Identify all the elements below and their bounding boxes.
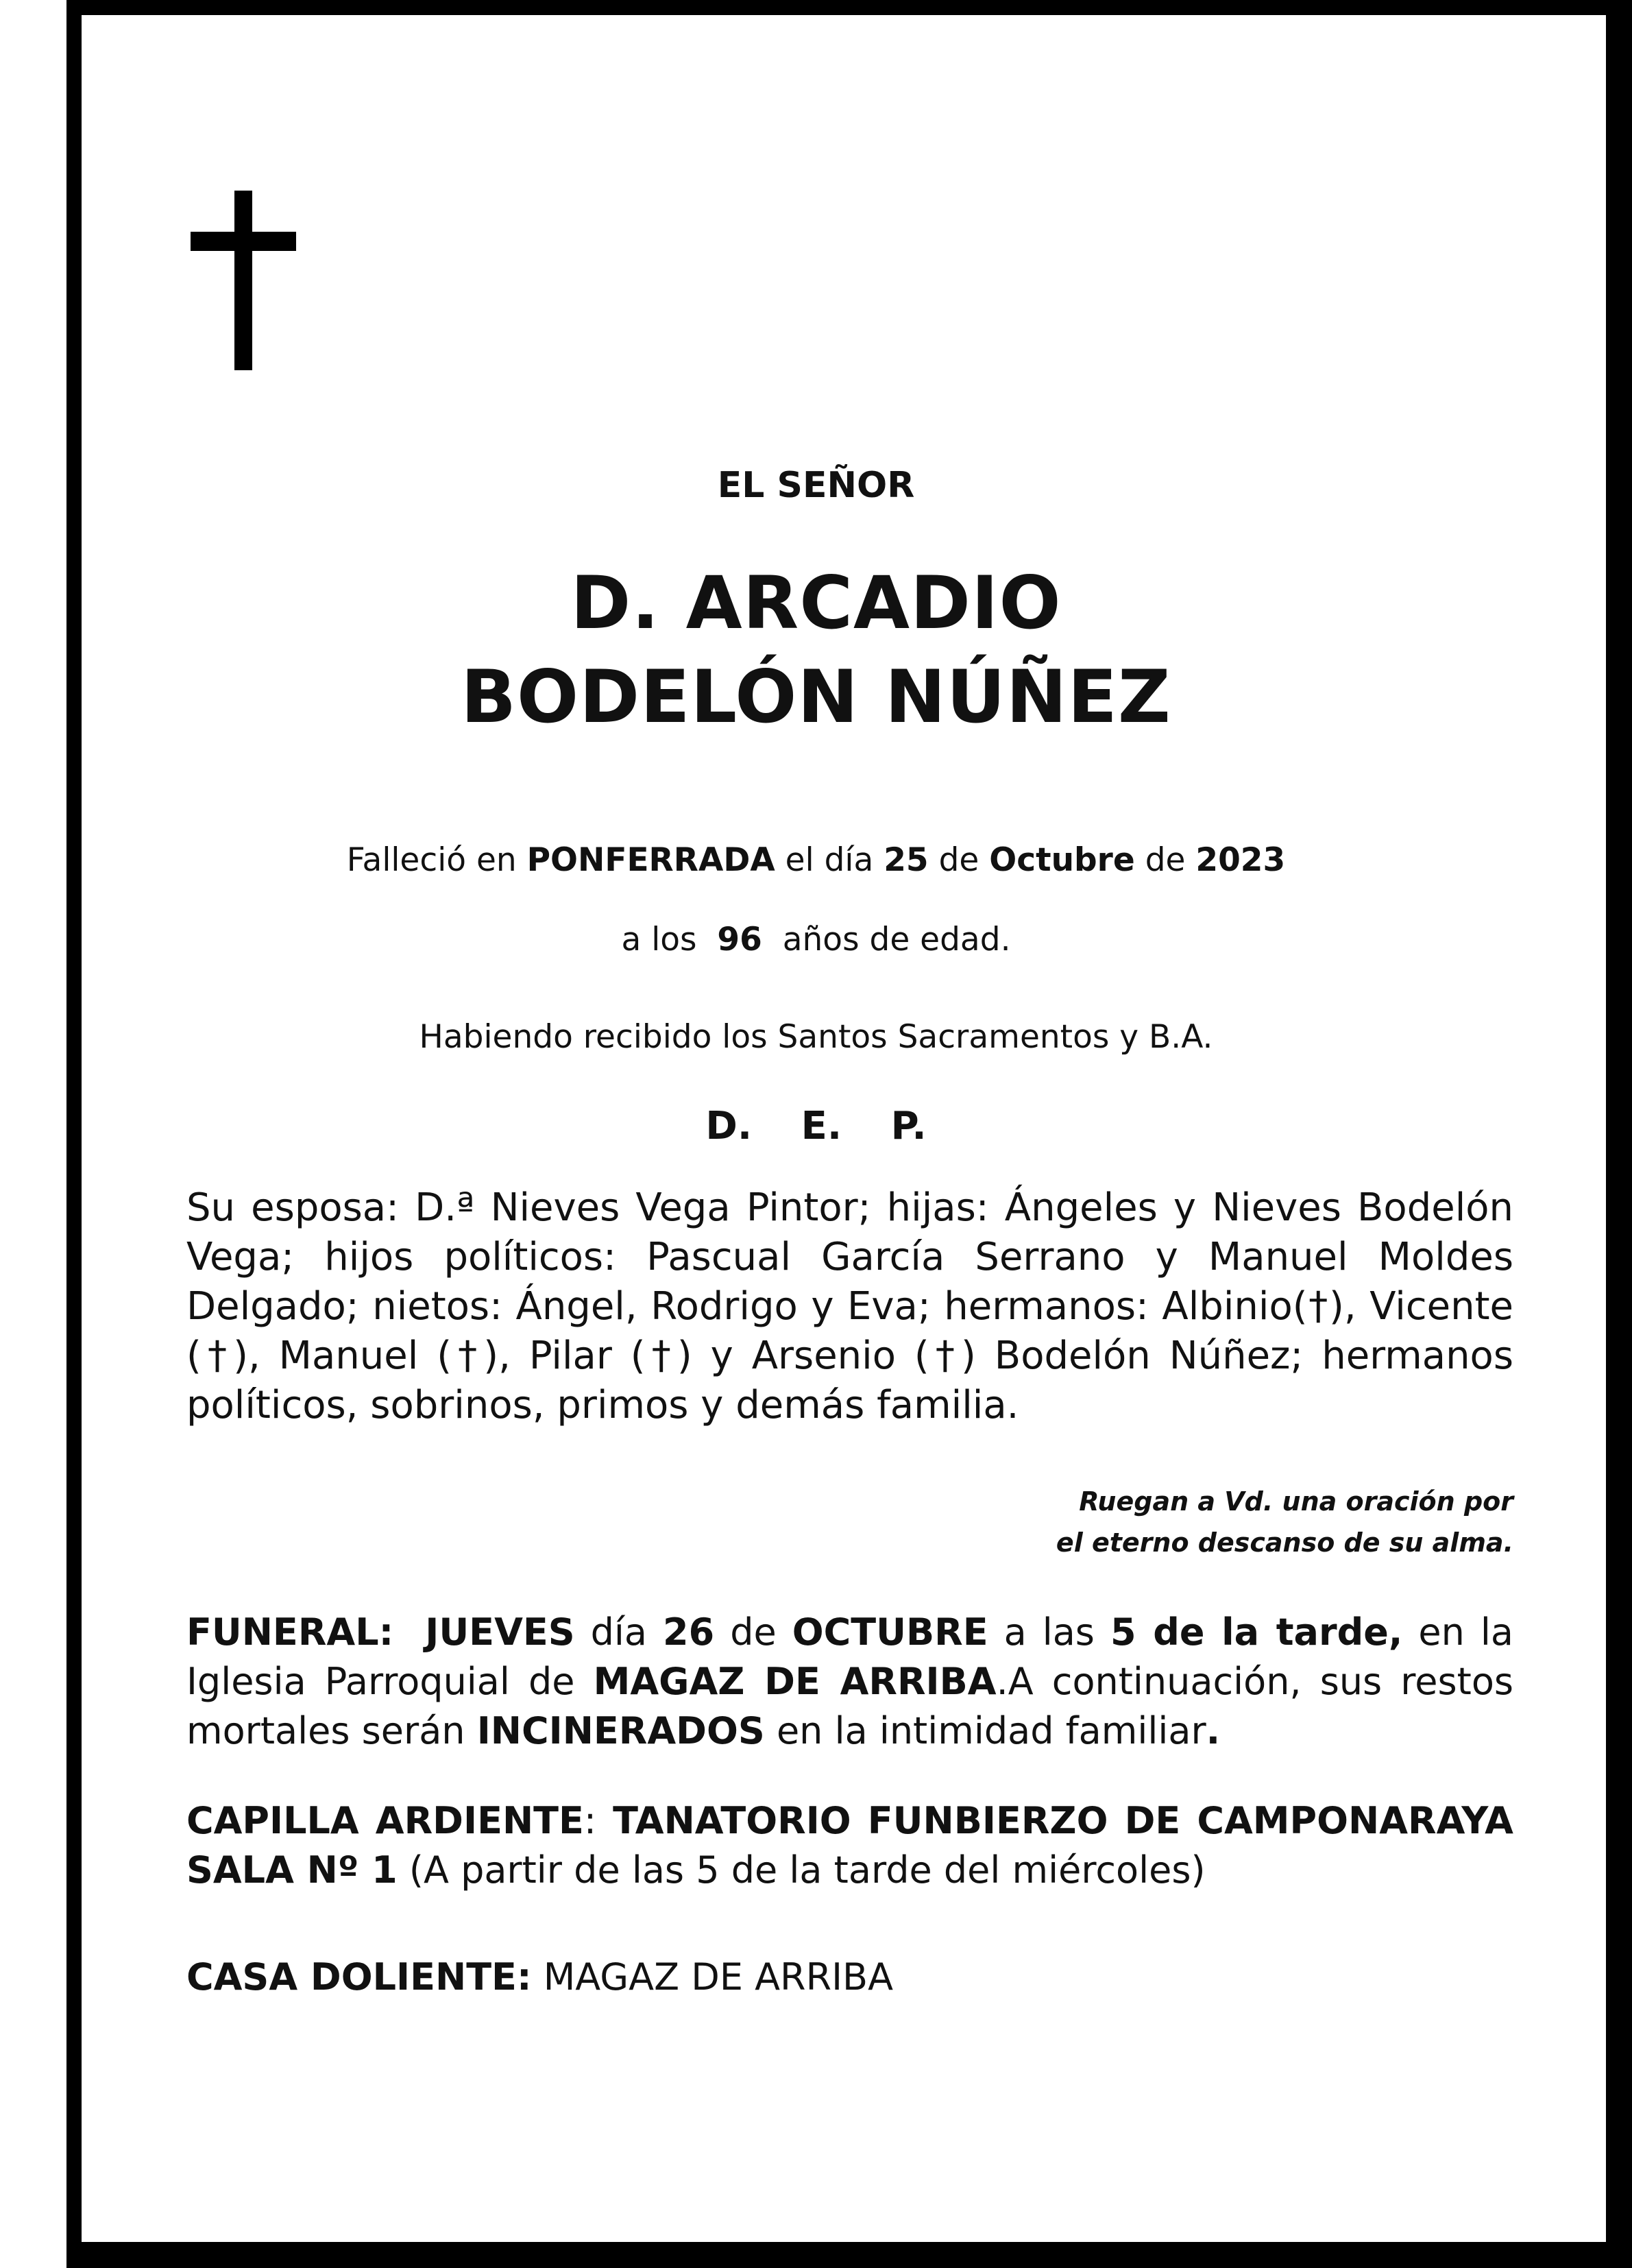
prayer-request: Ruegan a Vd. una oración por el eterno descanso de su alma.: [1056, 1486, 1513, 1558]
deceased-name-line1: D. ARCADIO: [570, 561, 1062, 645]
chapel-info: CAPILLA ARDIENTE: TANATORIO FUNBIERZO DE CAMPONARAYA SALA Nº 1 (A partir de las 5 de la tarde del miércoles): [186, 1799, 1513, 1892]
age-info: a los 96 años de edad.: [621, 921, 1011, 958]
dep-initials: D. E. P.: [705, 1104, 927, 1148]
heading: EL SEÑOR: [717, 465, 915, 506]
mourning-house: CASA DOLIENTE: MAGAZ DE ARRIBA: [186, 1955, 894, 1999]
funeral-paragraph: FUNERAL: JUEVES día 26 de OCTUBRE a las 5 de la tarde, en la Iglesia Parroquial de MAGAZ DE ARRIBA.A continuación, sus restos mortales serán INCINERADOS en la intimidad familiar.: [186, 1610, 1513, 1752]
deceased-name-line2: BODELÓN NÚÑEZ: [461, 655, 1171, 739]
family-paragraph: Su esposa: D.ª Nieves Vega Pintor; hijas: Ángeles y Nieves Bodelón Vega; hijos políticos: Pascual García Serrano y Manuel Moldes Delgado; nietos: Ángel, Rodrigo y Eva; hermanos: Albinio(†), Vicente (†), Manuel (†), Pilar (†) y Arsenio (†) Bodelón Núñez; hermanos políticos, sobrinos, primos y demás familia.: [186, 1185, 1513, 1427]
sacraments-line: Habiendo recibido los Santos Sacramentos y B.A.: [419, 1018, 1213, 1056]
cross-icon: [191, 191, 296, 370]
death-info: Falleció en PONFERRADA el día 25 de Octubre de 2023: [346, 841, 1286, 879]
